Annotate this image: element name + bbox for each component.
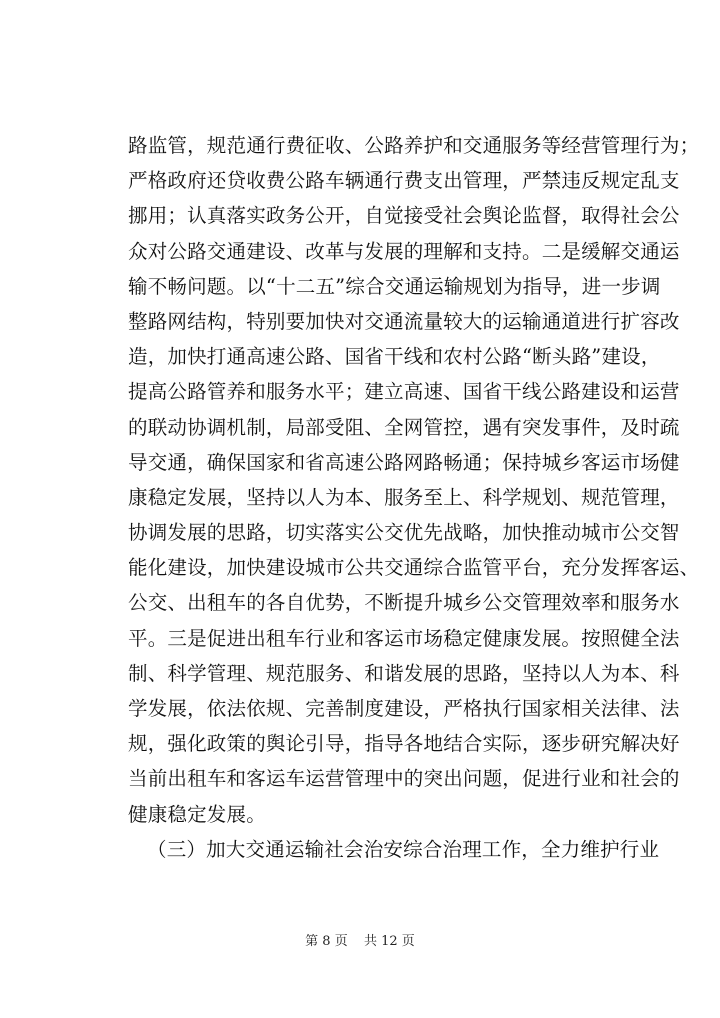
text-line: 挪用；认真落实政务公开，自觉接受社会舆论监督，取得社会公 — [128, 204, 680, 228]
page-total: 共 12 页 — [364, 934, 415, 949]
text-line: 公交、出租车的各自优势，不断提升城乡公交管理效率和服务水 — [128, 591, 680, 615]
page-footer — [0, 930, 720, 949]
text-line: 输不畅问题。以“十二五”综合交通运输规划为指导，进一步调 — [128, 274, 661, 298]
text-line: 众对公路交通建设、改革与发展的理解和支持。二是缓解交通运 — [128, 239, 680, 263]
text-line: 康稳定发展，坚持以人为本、服务至上、科学规划、规范管理， — [128, 485, 680, 509]
text-line: 严格政府还贷收费公路车辆通行费支出管理，严禁违反规定乱支 — [128, 169, 680, 193]
text-line: 的联动协调机制，局部受阻、全网管控，遇有突发事件，及时疏 — [128, 415, 680, 439]
text-line: 规，强化政策的舆论引导，指导各地结合实际，逐步研究解决好 — [128, 732, 680, 756]
body-text — [128, 128, 700, 867]
text-line: 平。三是促进出租车行业和客运市场稳定健康发展。按照健全法 — [128, 626, 680, 650]
text-line: 提高公路管养和服务水平；建立高速、国省干线公路建设和运营 — [128, 380, 680, 404]
text-line: 造，加快打通高速公路、国省干线和农村公路“断头路”建设， — [128, 345, 661, 369]
text-line: 路监管，规范通行费征收、公路养护和交通服务等经营管理行为； — [128, 134, 700, 157]
section-heading-line: （三）加大交通运输社会治安综合治理工作，全力维护行业 — [147, 837, 660, 861]
text-line: 当前出租车和客运车运营管理中的突出问题，促进行业和社会的 — [128, 767, 680, 791]
text-line: 制、科学管理、规范服务、和谐发展的思路，坚持以人为本、科 — [128, 661, 680, 685]
text-line: 学发展，依法依规、完善制度建设，严格执行国家相关法律、法 — [128, 697, 680, 720]
paragraph-end-line: 健康稳定发展。 — [128, 802, 266, 826]
text-line: 能化建设，加快建设城市公共交通综合监管平台，充分发挥客运、 — [128, 556, 700, 580]
text-line: 协调发展的思路，切实落实公交优先战略，加快推动城市公交智 — [128, 521, 680, 545]
text-line: 导交通，确保国家和省高速公路网路畅通；保持城乡客运市场健 — [128, 450, 680, 474]
page-number: 第 8 页 — [305, 934, 348, 949]
text-line: 整路网结构，特别要加快对交通流量较大的运输通道进行扩容改 — [128, 309, 680, 333]
